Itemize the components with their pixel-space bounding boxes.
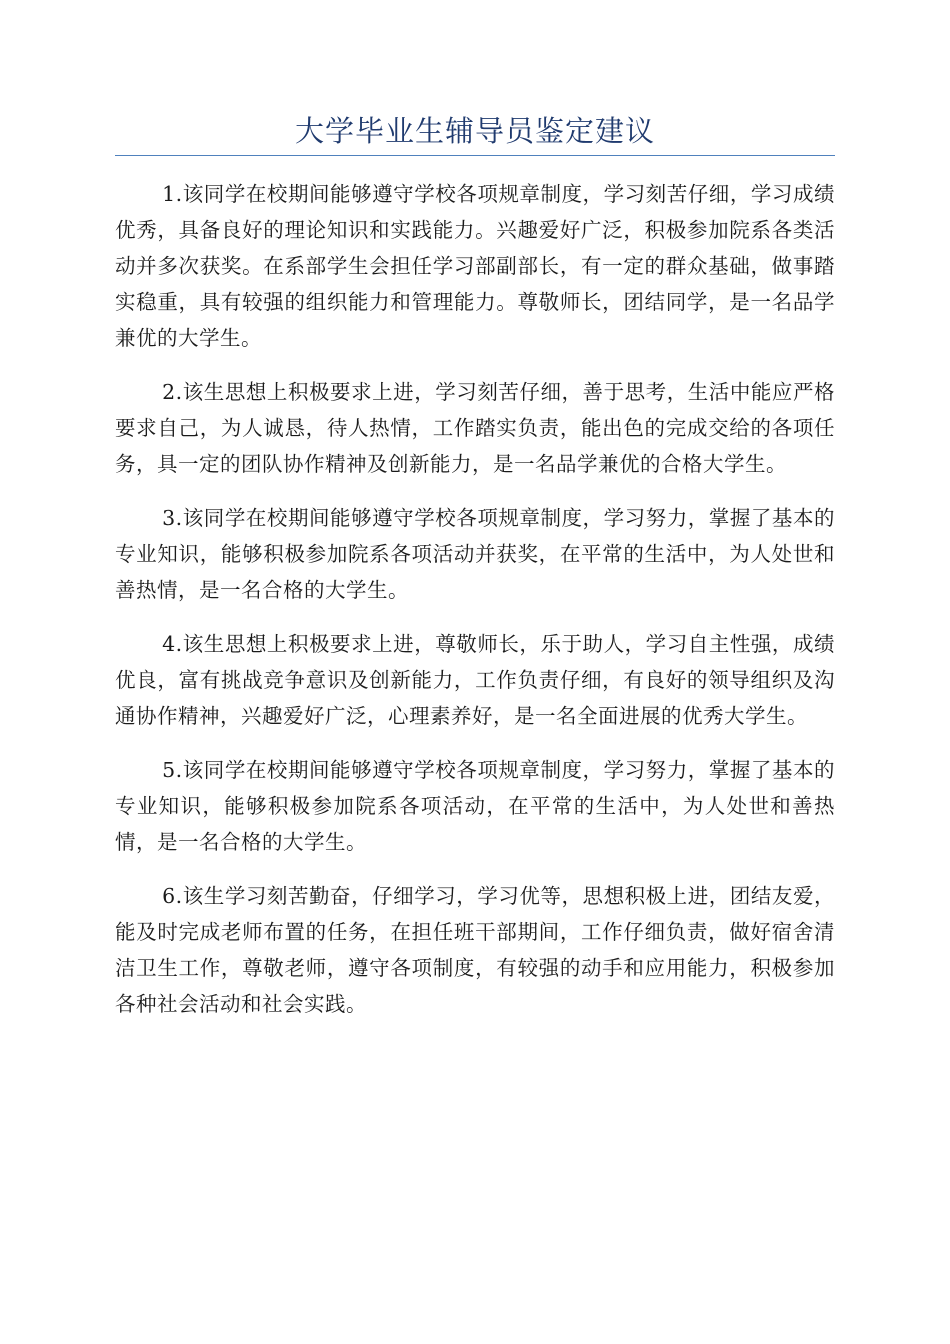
paragraph-2: 2.该生思想上积极要求上进，学习刻苦仔细，善于思考，生活中能应严格要求自己，为人诚恳，待人热情，工作踏实负责，能出色的完成交给的各项任务，具一定的团队协作精神及创新能力，是一名品学兼优的合格大学生。: [115, 380, 835, 476]
document-title: 大学毕业生辅导员鉴定建议: [294, 114, 655, 148]
title-block: [115, 108, 835, 156]
paragraph-4: 4.该生思想上积极要求上进，尊敬师长，乐于助人，学习自主性强，成绩优良，富有挑战竞争意识及创新能力，工作负责仔细，有良好的领导组织及沟通协作精神，兴趣爱好广泛，心理素养好，是一名全面进展的优秀大学生。: [115, 632, 835, 728]
paragraph-1: 1.该同学在校期间能够遵守学校各项规章制度，学习刻苦仔细，学习成绩优秀，具备良好的理论知识和实践能力。兴趣爱好广泛，积极参加院系各类活动并多次获奖。在系部学生会担任学习部副部长，有一定的群众基础，做事踏实稳重，具有较强的组织能力和管理能力。尊敬师长，团结同学，是一名品学兼优的大学生。: [115, 182, 835, 350]
paragraph-6: 6.该生学习刻苦勤奋，仔细学习，学习优等，思想积极上进，团结友爱，能及时完成老师布置的任务，在担任班干部期间，工作仔细负责，做好宿舍清洁卫生工作，尊敬老师，遵守各项制度，有较强的动手和应用能力，积极参加各种社会活动和社会实践。: [115, 884, 835, 1016]
document-body: [115, 176, 835, 1040]
paragraph-3: 3.该同学在校期间能够遵守学校各项规章制度，学习努力，掌握了基本的专业知识，能够积极参加院系各项活动并获奖，在平常的生活中，为人处世和善热情，是一名合格的大学生。: [115, 506, 835, 602]
paragraph-5: 5.该同学在校期间能够遵守学校各项规章制度，学习努力，掌握了基本的专业知识，能够积极参加院系各项活动，在平常的生活中，为人处世和善热情，是一名合格的大学生。: [115, 758, 835, 854]
